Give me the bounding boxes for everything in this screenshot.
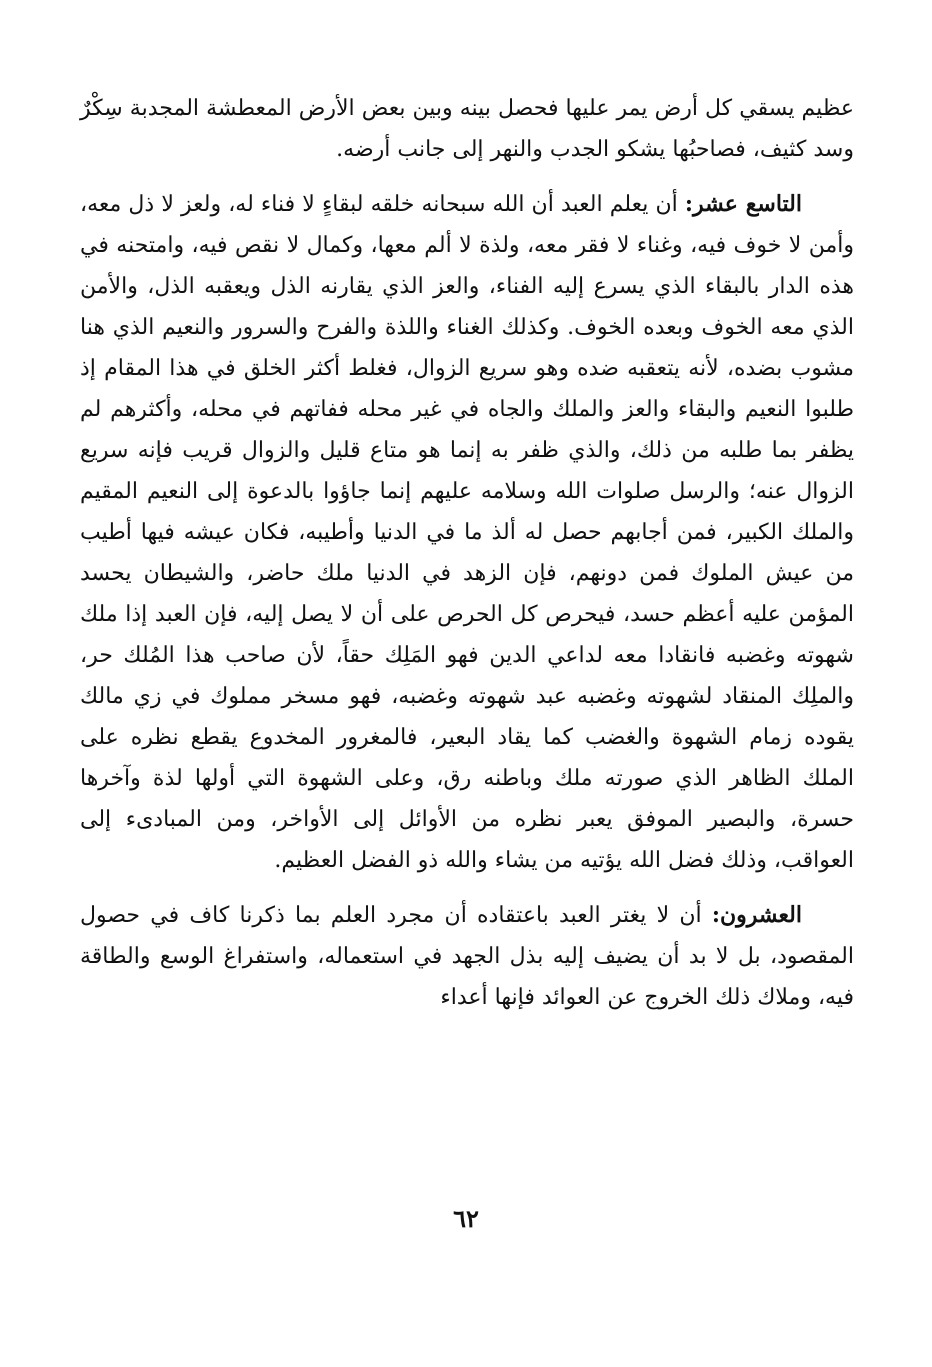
paragraph-nineteenth [80, 184, 854, 881]
paragraph-continuation [80, 88, 854, 170]
paragraph-twentieth [80, 895, 854, 1018]
paragraph-heading: العشرون: [711, 902, 802, 928]
page-number: ٦٢ [453, 1204, 479, 1233]
paragraph-text: أن لا يغتر العبد باعتقاده أن مجرد العلم بما ذكرنا كاف في حصول المقصود، بل لا بد أن يضيف إليه بذل الجهد في استعماله، واستفراغ الوسع والطاقة فيه، وملاك ذلك الخروج عن العوائد فإنها أعداء [80, 903, 854, 1010]
paragraph-heading: التاسع عشر: [684, 191, 802, 217]
paragraph-gap [80, 881, 854, 895]
paragraph-text: عظيم يسقي كل أرض يمر عليها فحصل بينه وبين بعض الأرض المعطشة المجدبة سِكْرٌ وسد كثيف، فصاحبُها يشكو الجدب والنهر إلى جانب أرضه. [80, 96, 854, 162]
page-body [80, 88, 854, 1018]
paragraph-text: أن يعلم العبد أن الله سبحانه خلقه لبقاءٍ لا فناء له، ولعز لا ذل معه، وأمن لا خوف فيه، وغناء لا فقر معه، ولذة لا ألم معها، وكمال لا نقص فيه، وامتحنه في هذه الدار بالبقاء الذي يسرع إليه الفناء، والعز الذي يقارنه الذل ويعقبه الذل، والأمن الذي معه الخوف وبعده الخوف. وكذلك الغناء واللذة والفرح والسرور والنعيم الذي هنا مشوب بضده، لأنه يتعقبه ضده وهو سريع الزوال، فغلط أكثر الخلق في هذا المقام إذ طلبوا النعيم والبقاء والعز والملك والجاه في غير محله ففاتهم في محله، وأكثرهم لم يظفر بما طلبه من ذلك، والذي ظفر به إنما هو متاع قليل والزوال قريب فإنه سريع الزوال عنه؛ والرسل صلوات الله وسلامه عليهم إنما جاؤوا بالدعوة إلى النعيم المقيم والملك الكبير، فمن أجابهم حصل له ألذ ما في الدنيا وأطيبه، فكان عيشه فيها أطيب من عيش الملوك فمن دونهم، فإن الزهد في الدنيا ملك حاضر، والشيطان يحسد المؤمن عليه أعظم حسد، فيحرص كل الحرص على أن لا يصل إليه، فإن العبد إذا ملك شهوته وغضبه فانقادا معه لداعي الدين فهو المَلِك حقاً، لأن صاحب هذا المُلك حر، والملِك المنقاد لشهوته وغضبه عبد شهوته وغضبه، فهو مسخر مملوك في زي مالك يقوده زمام الشهوة والغضب كما يقاد البعير، فالمغرور المخدوع يقطع نظره على الملك الظاهر الذي صورته ملك وباطنه رق، وعلى الشهوة التي أولها لذة وآخرها حسرة، والبصير الموفق يعبر نظره من الأوائل إلى الأواخر، ومن المبادىء إلى العواقب، وذلك فضل الله يؤتيه من يشاء والله ذو الفضل العظيم. [80, 192, 854, 873]
paragraph-gap [80, 170, 854, 184]
